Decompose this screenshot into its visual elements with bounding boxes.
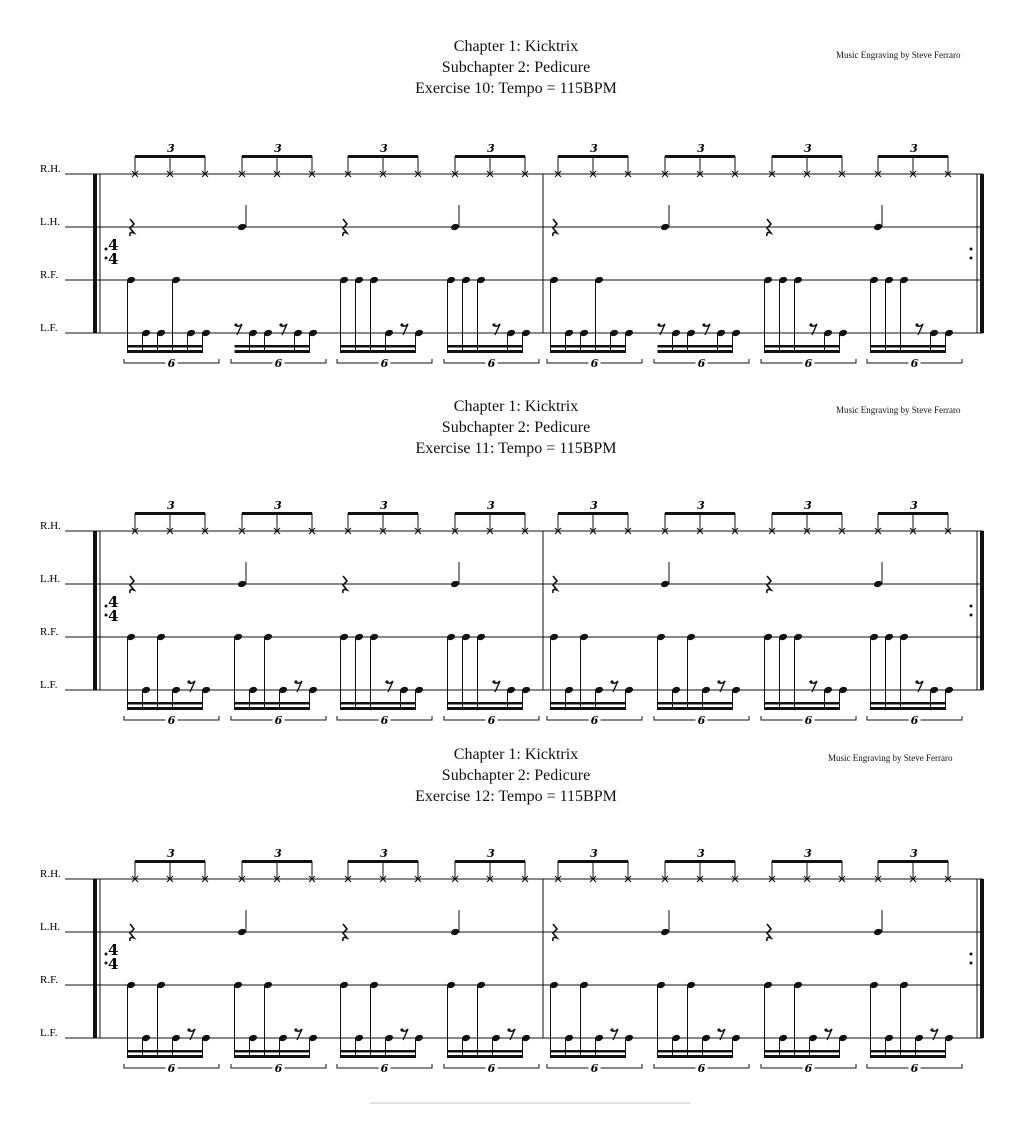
subchapter-title: Subchapter 2: Pedicure — [441, 59, 591, 76]
notehead — [873, 928, 883, 937]
sextuplet-beam-secondary — [128, 702, 203, 705]
triplet-beam — [242, 860, 312, 863]
staff-system-2 — [40, 499, 984, 727]
faded-footer-text — [370, 1100, 690, 1106]
sextuplet-beam — [128, 707, 203, 710]
sextuplet-number: 6 — [380, 357, 389, 370]
sextuplet-beam-secondary — [341, 702, 416, 705]
sextuplet-beam — [448, 1055, 523, 1058]
sextuplet-beam — [551, 707, 626, 710]
repeat-dot — [970, 248, 973, 251]
eighth-rest-dot — [400, 1028, 403, 1031]
repeat-dot — [970, 257, 973, 260]
eighth-rest-dot — [915, 680, 918, 683]
sextuplet-beam-secondary — [765, 345, 840, 348]
triplet-beam — [455, 860, 525, 863]
sextuplet-beam-secondary — [658, 345, 733, 348]
triplet-number: 3 — [380, 142, 388, 155]
notehead — [660, 223, 670, 232]
staff-system-3 — [40, 847, 984, 1075]
triplet-beam — [455, 512, 525, 515]
sextuplet-number: 6 — [167, 714, 176, 727]
triplet-number: 3 — [380, 499, 388, 512]
eighth-rest-dot — [294, 1028, 297, 1031]
subchapter-title: Subchapter 2: Pedicure — [441, 419, 591, 436]
notehead — [450, 928, 460, 937]
triplet-number: 3 — [380, 847, 388, 860]
exercise-title: Exercise 10: Tempo = 115BPM — [415, 80, 617, 97]
eighth-rest-dot — [294, 680, 297, 683]
eighth-rest-dot — [717, 1028, 720, 1031]
sextuplet-number: 6 — [910, 714, 919, 727]
triplet-beam — [558, 512, 628, 515]
sextuplet-beam — [235, 350, 310, 353]
eighth-rest-dot — [610, 1028, 613, 1031]
triplet-beam — [878, 155, 948, 158]
exercise-title: Exercise 11: Tempo = 115BPM — [415, 440, 617, 457]
notehead — [660, 928, 670, 937]
sextuplet-beam-secondary — [658, 1050, 733, 1053]
sextuplet-beam-secondary — [871, 702, 946, 705]
triplet-number: 3 — [487, 847, 495, 860]
eighth-rest-dot — [702, 323, 705, 326]
eighth-rest-dot — [187, 680, 190, 683]
sextuplet-beam — [341, 707, 416, 710]
repeat-dot — [970, 605, 973, 608]
triplet-beam — [348, 512, 418, 515]
engraving-credit: Music Engraving by Steve Ferraro — [836, 405, 961, 415]
staff-label: R.F. — [40, 626, 59, 638]
triplet-beam — [348, 155, 418, 158]
eighth-rest-dot — [187, 1028, 190, 1031]
sextuplet-beam — [658, 707, 733, 710]
triplet-beam — [242, 512, 312, 515]
notehead — [237, 928, 247, 937]
exercise-title: Exercise 12: Tempo = 115BPM — [415, 788, 617, 805]
sextuplet-beam-secondary — [765, 702, 840, 705]
triplet-number: 3 — [910, 142, 918, 155]
staff-label: R.H. — [40, 163, 61, 175]
repeat-dot — [970, 953, 973, 956]
sextuplet-beam-secondary — [128, 1050, 203, 1053]
sextuplet-beam-secondary — [871, 345, 946, 348]
sextuplet-number: 6 — [380, 1062, 389, 1075]
sextuplet-number: 6 — [697, 714, 706, 727]
notehead — [237, 223, 247, 232]
sextuplet-beam-secondary — [871, 1050, 946, 1053]
triplet-number: 3 — [167, 847, 175, 860]
triplet-number: 3 — [167, 142, 175, 155]
sextuplet-number: 6 — [590, 714, 599, 727]
eighth-rest-dot — [809, 680, 812, 683]
triplet-number: 3 — [274, 142, 282, 155]
sextuplet-beam-secondary — [765, 1050, 840, 1053]
sextuplet-number: 6 — [487, 1062, 496, 1075]
sextuplet-beam — [871, 1055, 946, 1058]
staff-system-1 — [40, 142, 984, 370]
triplet-beam — [455, 155, 525, 158]
triplet-number: 3 — [487, 142, 495, 155]
sextuplet-beam — [551, 1055, 626, 1058]
sextuplet-beam-secondary — [235, 345, 310, 348]
notehead — [660, 580, 670, 589]
eighth-rest-dot — [279, 323, 282, 326]
sextuplet-number: 6 — [910, 1062, 919, 1075]
sextuplet-number: 6 — [697, 1062, 706, 1075]
staff-label: L.H. — [40, 216, 61, 228]
time-signature-bottom: 4 — [108, 955, 119, 973]
sextuplet-number: 6 — [804, 714, 813, 727]
triplet-beam — [878, 512, 948, 515]
staff-label: R.F. — [40, 269, 59, 281]
sextuplet-beam-secondary — [235, 1050, 310, 1053]
eighth-rest-dot — [809, 323, 812, 326]
sextuplet-number: 6 — [697, 357, 706, 370]
triplet-number: 3 — [590, 847, 598, 860]
notehead — [873, 223, 883, 232]
sextuplet-beam — [658, 1055, 733, 1058]
sextuplet-beam-secondary — [658, 702, 733, 705]
sextuplet-beam — [658, 350, 733, 353]
sextuplet-beam-secondary — [128, 345, 203, 348]
triplet-number: 3 — [804, 847, 812, 860]
triplet-beam — [665, 860, 735, 863]
eighth-rest-dot — [385, 680, 388, 683]
staff-label: R.H. — [40, 520, 61, 532]
sextuplet-beam — [128, 350, 203, 353]
triplet-number: 3 — [804, 499, 812, 512]
triplet-beam — [558, 860, 628, 863]
staff-label: L.F. — [40, 1027, 58, 1039]
sextuplet-number: 6 — [804, 357, 813, 370]
triplet-beam — [135, 155, 205, 158]
sextuplet-number: 6 — [274, 1062, 283, 1075]
eighth-rest-dot — [610, 680, 613, 683]
eighth-rest-dot — [234, 323, 237, 326]
sextuplet-beam — [871, 707, 946, 710]
sextuplet-number: 6 — [487, 714, 496, 727]
triplet-beam — [772, 860, 842, 863]
start-repeat-thick-bar — [93, 174, 97, 333]
triplet-beam — [558, 155, 628, 158]
triplet-beam — [135, 512, 205, 515]
notehead — [450, 580, 460, 589]
notehead — [873, 580, 883, 589]
triplet-number: 3 — [167, 499, 175, 512]
triplet-number: 3 — [697, 847, 705, 860]
triplet-beam — [665, 155, 735, 158]
triplet-number: 3 — [910, 847, 918, 860]
triplet-number: 3 — [697, 142, 705, 155]
sextuplet-beam — [235, 1055, 310, 1058]
sextuplet-beam — [765, 707, 840, 710]
sextuplet-beam-secondary — [551, 345, 626, 348]
sextuplet-beam — [341, 350, 416, 353]
sextuplet-beam-secondary — [448, 345, 523, 348]
end-repeat-thick-bar — [980, 531, 984, 690]
sextuplet-beam-secondary — [341, 345, 416, 348]
sextuplet-number: 6 — [804, 1062, 813, 1075]
triplet-beam — [878, 860, 948, 863]
sextuplet-number: 6 — [910, 357, 919, 370]
sextuplet-beam-secondary — [448, 702, 523, 705]
time-signature-bottom: 4 — [108, 250, 119, 268]
repeat-dot — [970, 962, 973, 965]
triplet-number: 3 — [274, 847, 282, 860]
staff-label: L.F. — [40, 322, 58, 334]
chapter-title: Chapter 1: Kicktrix — [453, 38, 579, 55]
start-repeat-thick-bar — [93, 879, 97, 1038]
triplet-beam — [135, 860, 205, 863]
sextuplet-beam-secondary — [551, 1050, 626, 1053]
chapter-title: Chapter 1: Kicktrix — [453, 398, 579, 415]
sextuplet-number: 6 — [167, 357, 176, 370]
sextuplet-beam-secondary — [235, 702, 310, 705]
eighth-rest-dot — [507, 1028, 510, 1031]
sextuplet-number: 6 — [274, 714, 283, 727]
sextuplet-beam — [871, 350, 946, 353]
sextuplet-beam — [765, 1055, 840, 1058]
triplet-number: 3 — [590, 499, 598, 512]
time-signature-bottom: 4 — [108, 607, 119, 625]
eighth-rest-dot — [492, 323, 495, 326]
staff-label: L.H. — [40, 921, 61, 933]
triplet-number: 3 — [590, 142, 598, 155]
eighth-rest-dot — [824, 1028, 827, 1031]
time-signature-top: 4 — [108, 236, 119, 254]
triplet-number: 3 — [910, 499, 918, 512]
staff-label: R.H. — [40, 868, 61, 880]
notehead — [450, 223, 460, 232]
triplet-number: 3 — [274, 499, 282, 512]
triplet-beam — [348, 860, 418, 863]
sextuplet-number: 6 — [487, 357, 496, 370]
engraving-credit: Music Engraving by Steve Ferraro — [836, 50, 961, 60]
end-repeat-thick-bar — [980, 879, 984, 1038]
eighth-rest-dot — [930, 1028, 933, 1031]
sextuplet-number: 6 — [380, 714, 389, 727]
end-repeat-thick-bar — [980, 174, 984, 333]
staff-label: L.F. — [40, 679, 58, 691]
eighth-rest-dot — [717, 680, 720, 683]
eighth-rest-dot — [915, 323, 918, 326]
triplet-number: 3 — [487, 499, 495, 512]
sextuplet-number: 6 — [590, 357, 599, 370]
sextuplet-number: 6 — [274, 357, 283, 370]
time-signature-top: 4 — [108, 593, 119, 611]
notehead — [237, 580, 247, 589]
sextuplet-beam — [448, 350, 523, 353]
triplet-beam — [772, 512, 842, 515]
sextuplet-beam — [341, 1055, 416, 1058]
engraving-credit: Music Engraving by Steve Ferraro — [828, 753, 953, 763]
chapter-title: Chapter 1: Kicktrix — [453, 746, 579, 763]
triplet-beam — [665, 512, 735, 515]
time-signature-top: 4 — [108, 941, 119, 959]
eighth-rest-dot — [657, 323, 660, 326]
eighth-rest-dot — [400, 323, 403, 326]
sextuplet-beam — [128, 1055, 203, 1058]
triplet-number: 3 — [804, 142, 812, 155]
start-repeat-thick-bar — [93, 531, 97, 690]
triplet-beam — [772, 155, 842, 158]
sextuplet-beam-secondary — [341, 1050, 416, 1053]
sextuplet-beam — [765, 350, 840, 353]
repeat-dot — [970, 614, 973, 617]
eighth-rest-dot — [492, 680, 495, 683]
sextuplet-number: 6 — [167, 1062, 176, 1075]
staff-label: L.H. — [40, 573, 61, 585]
sextuplet-beam-secondary — [551, 702, 626, 705]
sextuplet-beam-secondary — [448, 1050, 523, 1053]
sextuplet-number: 6 — [590, 1062, 599, 1075]
staff-label: R.F. — [40, 974, 59, 986]
triplet-beam — [242, 155, 312, 158]
sextuplet-beam — [448, 707, 523, 710]
sextuplet-beam — [551, 350, 626, 353]
sextuplet-beam — [235, 707, 310, 710]
triplet-number: 3 — [697, 499, 705, 512]
subchapter-title: Subchapter 2: Pedicure — [441, 767, 591, 784]
